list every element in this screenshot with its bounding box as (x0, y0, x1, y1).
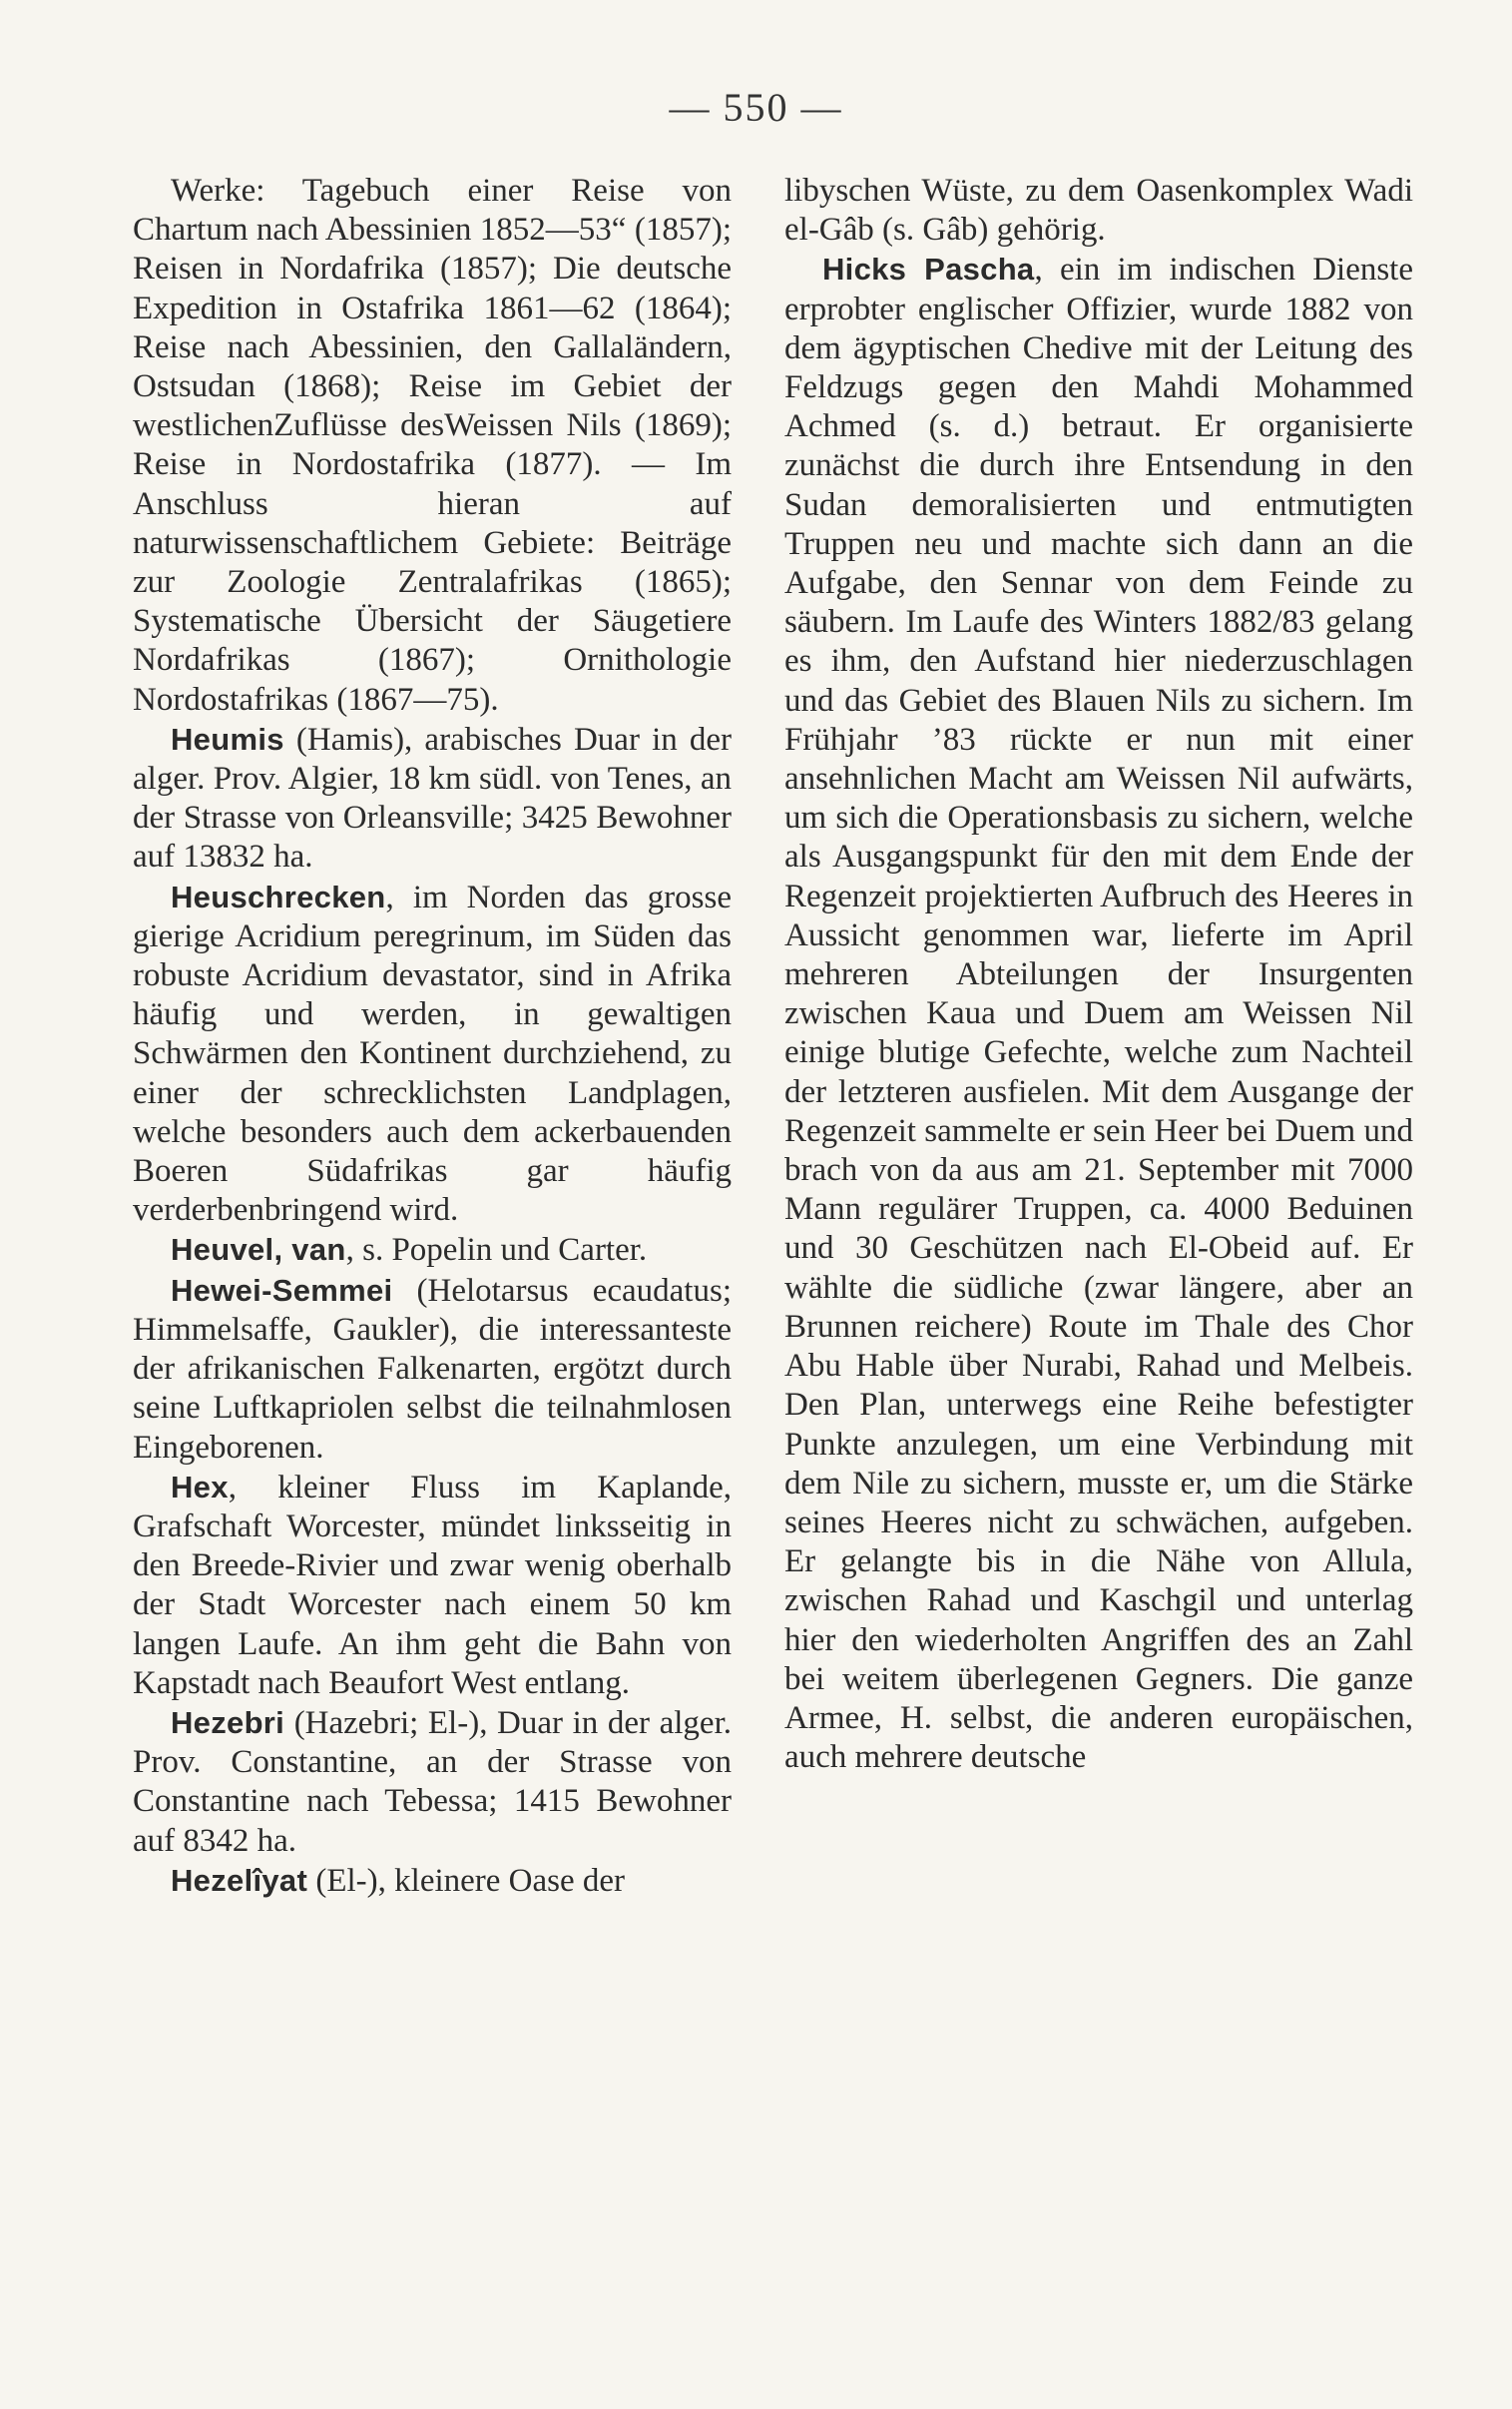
entry-text: (Hazebri; El-), Duar in der alger. Prov. Constantine, an der Strasse von Constantine nach Tebessa; 1415 Bewohner auf 8342 ha. (133, 1704, 732, 1859)
entry-term: Heumis (171, 721, 284, 757)
entry-term: Hewei-Semmei (171, 1272, 393, 1308)
entry-heuschrecken (133, 878, 732, 1231)
entry-hex (133, 1468, 732, 1703)
entry-hezeliyat (133, 1861, 732, 1901)
entry-heuvel (133, 1230, 732, 1270)
left-column (133, 172, 732, 1901)
entry-hicks-pascha (784, 250, 1413, 1777)
entry-text: , im Norden das grosse gierige Acridium peregrinum, im Süden das robuste Acridium devastator, sind in Afrika häufig und werden, in gewaltigen Schwärmen den Kontinent durchziehend, zu einer der schrecklichsten Landplagen, welche besonders auch dem ackerbauenden Boeren Südafrikas gar häufig verderbenbringend wird. (133, 879, 732, 1229)
entry-werke: Werke: Tagebuch einer Reise von Chartum nach Abessinien 1852—53“ (1857); Reisen in Nordafrika (1857); Die deutsche Expedition in Ostafrika 1861—62 (1864); Reise nach Abessinien, den Gallaländern, Ostsudan (1868); Reise im Gebiet der westlichenZuflüsse desWeissen Nils (1869); Reise in Nordostafrika (1877). — Im Anschluss hieran auf naturwissenschaftlichem Gebiete: Beiträge zur Zoologie Zentralafrikas (1865); Systematische Übersicht der Säugetiere Nordafrikas (1867); Ornithologie Nordostafrikas (1867—75). (133, 173, 732, 718)
entry-term: Hezelîyat (171, 1862, 308, 1898)
entry-text: , ein im indischen Dienste erprobter englischer Offizier, wurde 1882 von dem ägyptischen Chedive mit der Leitung des Feldzugs gegen den Mahdi Mohammed Achmed (s. d.) betraut. Er organisierte zunächst die durch ihre Entsendung in den Sudan demoralisierten und entmutigten Truppen neu und machte sich dann an die Aufgabe, den Sennar von dem Feinde zu säubern. Im Laufe des Winters 1882/83 gelang es ihm, den Aufstand hier niederzuschlagen und das Gebiet des Blauen Nils zu sichern. Im Frühjahr ’83 rückte er nun mit einer ansehnlichen Macht am Weissen Nil aufwärts, um sich die Operationsbasis zu sichern, welche als Ausgangspunkt für den mit dem Ende der Regenzeit projektierten Aufbruch des Heeres in Aussicht genommen war, lieferte im April mehreren Abteilungen der Insurgenten zwischen Kaua und Duem am Weissen Nil einige blutige Gefechte, welche zum Nachteil der letzteren ausfielen. Mit dem Ausgange der Regenzeit sammelte er sein Heer bei Duem und brach von da aus am 21. September mit 7000 Mann regulärer Truppen, ca. 4000 Beduinen und 30 Geschützen nach El-Obeid auf. Er wählte die südliche (zwar längere, aber an Brunnen reichere) Route im Thale des Chor Abu Hable über Nurabi, Rahad und Melbeis. Den Plan, unterwegs eine Reihe befestigter Punkte anzulegen, um eine Verbindung mit dem Nile zu sichern, musste er, um die Stärke seines Heeres nicht zu schwächen, aufgeben. Er gelangte bis in die Nähe von Allula, zwischen Rahad und Kaschgil und unterlag hier den wiederholten Angriffen des an Zahl bei weitem überlegenen Gegners. Die ganze Armee, H. selbst, die anderen europäischen, auch mehrere deutsche (784, 252, 1414, 1776)
entry-term: Hex (171, 1469, 229, 1505)
entry-hewei-semmei (133, 1271, 732, 1468)
entry-continuation: libyschen Wüste, zu dem Oasenkomplex Wadi el-Gâb (s. Gâb) gehörig. (784, 173, 1413, 249)
page-number: — 550 — (669, 85, 843, 130)
entry-heumis (133, 720, 732, 878)
entry-term: Heuvel, van (171, 1232, 346, 1268)
entry-text: (Hamis), arabisches Duar in der alger. Prov. Algier, 18 km südl. von Tenes, an der Strasse von Orleansville; 3425 Bewohner auf 13832 ha. (133, 721, 732, 876)
entry-text: , kleiner Fluss im Kaplande, Grafschaft Worcester, mündet linksseitig in den Breede-Rivier und zwar wenig oberhalb der Stadt Worcester nach einem 50 km langen Laufe. An ihm geht die Bahn von Kapstadt nach Beaufort West entlang. (133, 1469, 732, 1701)
entry-text: , s. Popelin und Carter. (345, 1232, 648, 1269)
entry-term: Heuschrecken (171, 879, 386, 914)
entry-hezebri (133, 1703, 732, 1861)
entry-text: (Helotarsus ecaudatus; Himmelsaffe, Gaukler), die interessanteste der afrikanischen Falkenarten, ergötzt durch seine Luftkapriolen selbst die teilnahmlosen Eingeborenen. (133, 1272, 732, 1466)
entry-text: (El-), kleinere Oase der (307, 1862, 626, 1899)
entry-term: Hezebri (171, 1704, 285, 1740)
right-column (784, 172, 1413, 1777)
entry-term: Hicks Pascha (822, 252, 1035, 288)
